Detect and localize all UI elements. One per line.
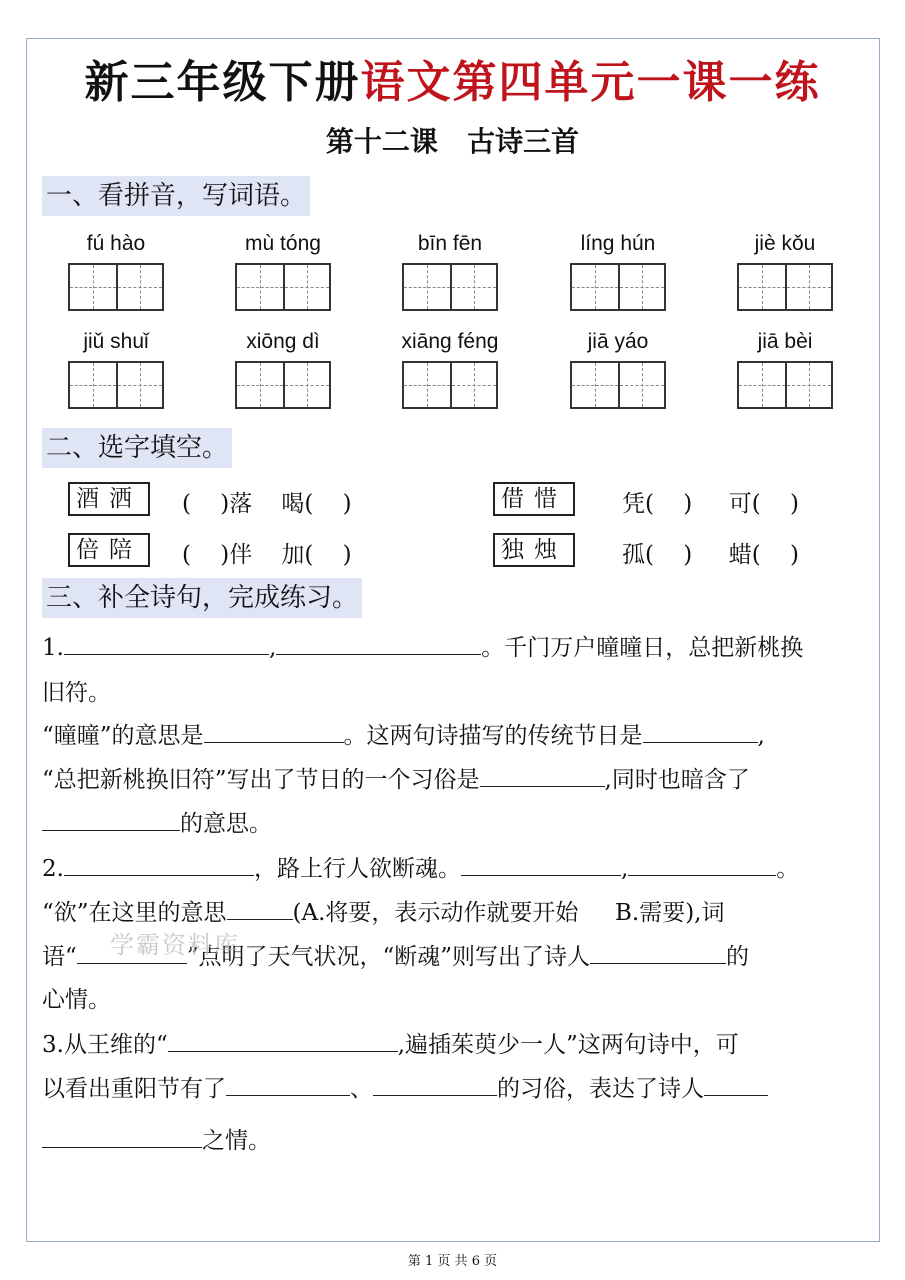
- grid-cell[interactable]: [283, 265, 329, 309]
- grid-cell[interactable]: [70, 363, 116, 407]
- fill-items: 凭( ) 可( ): [622, 491, 799, 517]
- grid-cell[interactable]: [572, 265, 618, 309]
- pinyin-label: bīn fēn: [417, 232, 483, 255]
- writing-grid-box[interactable]: [68, 263, 164, 311]
- pinyin-label: jiǔ shuǐ: [83, 330, 149, 353]
- pinyin-label: xiāng féng: [401, 330, 499, 353]
- choice-box: 借惜: [493, 482, 575, 516]
- q1-line3: “曈曈”的意思是 。这两句诗描写的传统节日是 ,: [42, 720, 765, 751]
- answer-blank[interactable]: [227, 897, 293, 920]
- grid-cell[interactable]: [785, 363, 831, 407]
- answer-blank[interactable]: [42, 1125, 202, 1148]
- grid-cell[interactable]: [404, 363, 450, 407]
- pinyin-label: xiōng dì: [246, 330, 320, 353]
- fill-items: ( )落 喝( ): [182, 491, 352, 517]
- writing-grid-box[interactable]: [235, 263, 331, 311]
- answer-blank[interactable]: [226, 1073, 350, 1096]
- grid-cell[interactable]: [450, 265, 496, 309]
- writing-grid-box[interactable]: [68, 361, 164, 409]
- answer-blank[interactable]: [373, 1073, 497, 1096]
- grid-cell[interactable]: [404, 265, 450, 309]
- q1-line1: 1. , 。千门万户曈曈日，总把新桃换: [42, 632, 803, 663]
- answer-blank[interactable]: [628, 853, 776, 876]
- answer-blank[interactable]: [42, 808, 180, 831]
- choice-box: 酒洒: [68, 482, 150, 516]
- grid-cell[interactable]: [116, 363, 162, 407]
- q1-line2: 旧符。: [42, 680, 111, 706]
- writing-grid-box[interactable]: [235, 361, 331, 409]
- grid-cell[interactable]: [618, 363, 664, 407]
- answer-blank[interactable]: [64, 853, 254, 876]
- grid-cell[interactable]: [572, 363, 618, 407]
- answer-blank[interactable]: [204, 720, 344, 743]
- writing-grid-box[interactable]: [570, 361, 666, 409]
- pinyin-label: jiā yáo: [587, 330, 649, 353]
- grid-cell[interactable]: [283, 363, 329, 407]
- watermark: 学霸资料库: [110, 931, 240, 959]
- q1-line4: “总把新桃换旧符”写出了节日的一个习俗是 ,同时也暗含了: [42, 764, 750, 795]
- pinyin-label: jiā bèi: [757, 330, 813, 353]
- answer-blank[interactable]: [168, 1029, 398, 1052]
- q3-line3: 之情。: [42, 1125, 271, 1156]
- pinyin-label: líng hún: [580, 232, 656, 255]
- grid-cell[interactable]: [237, 265, 283, 309]
- section-3-heading: 三、补全诗句，完成练习。: [42, 578, 362, 618]
- writing-grid-box[interactable]: [402, 263, 498, 311]
- writing-grid-box[interactable]: [402, 361, 498, 409]
- pinyin-label: mù tóng: [245, 232, 321, 255]
- choice-box: 独烛: [493, 533, 575, 567]
- answer-blank[interactable]: [276, 632, 481, 655]
- grid-cell[interactable]: [739, 265, 785, 309]
- lesson-subtitle: 第十二课 古诗三首: [325, 125, 580, 158]
- page-footer: 第 1 页 共 6 页: [407, 1254, 498, 1269]
- title-part2: 语文第四单元一课一练: [360, 57, 821, 108]
- pinyin-label: fú hào: [86, 232, 146, 255]
- grid-cell[interactable]: [618, 265, 664, 309]
- grid-cell[interactable]: [785, 265, 831, 309]
- fill-items: 孤( ) 蜡( ): [622, 542, 799, 568]
- q2-line3: 语“ ”点明了天气状况，“断魂”则写出了诗人 的: [42, 941, 749, 972]
- grid-cell[interactable]: [116, 265, 162, 309]
- fill-items: ( )伴 加( ): [182, 542, 352, 568]
- choice-box: 倍陪: [68, 533, 150, 567]
- q1-line5: 的意思。: [42, 808, 272, 839]
- writing-grid-box[interactable]: [570, 263, 666, 311]
- writing-grid-box[interactable]: [737, 361, 833, 409]
- grid-cell[interactable]: [237, 363, 283, 407]
- title-part1: 新三年级下册: [84, 57, 361, 108]
- grid-cell[interactable]: [450, 363, 496, 407]
- answer-blank[interactable]: [64, 632, 269, 655]
- grid-cell[interactable]: [739, 363, 785, 407]
- pinyin-label: jiè kǒu: [754, 232, 816, 255]
- writing-grid-box[interactable]: [737, 263, 833, 311]
- answer-blank[interactable]: [461, 853, 621, 876]
- q2-line1: 2. ，路上行人欲断魂。 , 。: [42, 853, 799, 884]
- answer-blank[interactable]: [643, 720, 758, 743]
- answer-blank[interactable]: [590, 941, 726, 964]
- q2-line4: 心情。: [42, 987, 111, 1013]
- q3-line1: 3.从王维的“ ,遍插茱萸少一人”这两句诗中，可: [42, 1029, 739, 1060]
- q2-line2: “欲”在这里的意思 (A.将要，表示动作就要开始 B.需要),词: [42, 897, 724, 928]
- section-2-heading: 二、选字填空。: [42, 428, 232, 468]
- grid-cell[interactable]: [70, 265, 116, 309]
- answer-blank[interactable]: [704, 1073, 768, 1096]
- q3-line2: 以看出重阳节有了 、 的习俗，表达了诗人: [42, 1073, 768, 1104]
- section-1-heading: 一、看拼音，写词语。: [42, 176, 310, 216]
- answer-blank[interactable]: [480, 764, 605, 787]
- page-title: [0, 46, 905, 110]
